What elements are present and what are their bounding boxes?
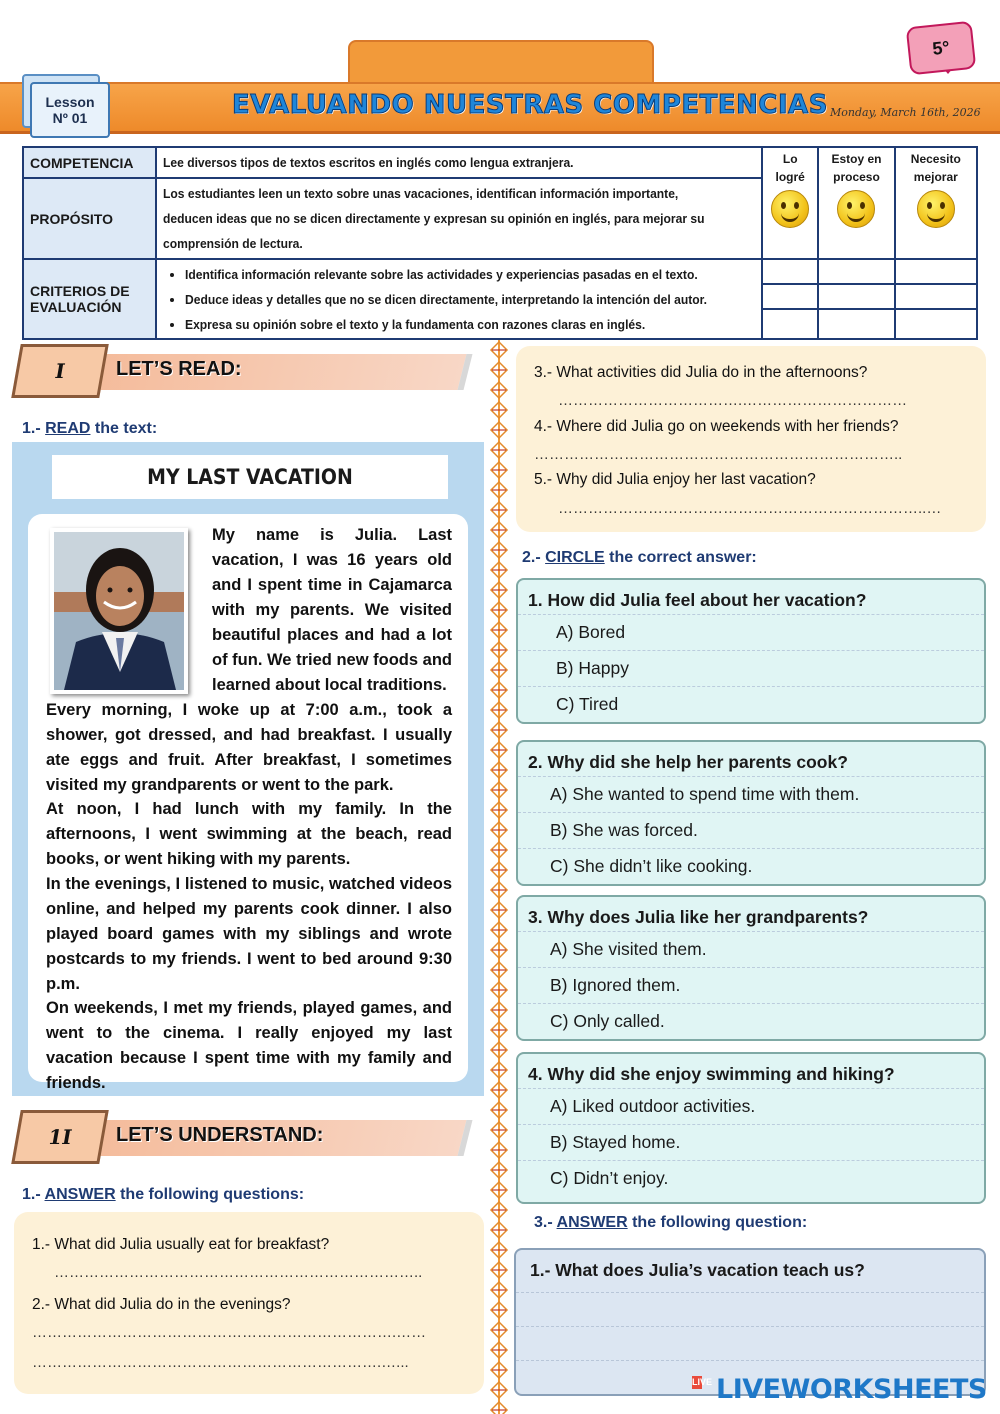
date: Monday, March 16th, 2026: [830, 106, 981, 119]
liveworksheets-logo-icon: LIVE: [692, 1377, 713, 1387]
page-title: EVALUANDO NUESTRAS COMPETENCIAS: [231, 90, 829, 120]
question-text: 2.- What did Julia do in the evenings?: [32, 1296, 291, 1313]
section-number: 1I: [11, 1110, 109, 1164]
circle-instruction: 2.- CIRCLE the correct answer:: [522, 549, 757, 566]
lesson-card: [30, 82, 110, 138]
competencia-label: COMPETENCIA: [23, 147, 156, 178]
mc-question-card: [516, 895, 986, 1041]
check-cell[interactable]: [762, 284, 818, 309]
check-cell[interactable]: [818, 259, 894, 284]
mc-question-card: [516, 578, 986, 724]
header-tab: [348, 40, 654, 84]
mc-option[interactable]: C) She didn’t like cooking.: [518, 848, 984, 884]
mc-option[interactable]: A) She visited them.: [518, 931, 984, 967]
mc-option[interactable]: C) Tired: [518, 686, 984, 722]
col-necesito-mejorar: [895, 147, 977, 259]
competencia-text: Lee diversos tipos de textos escritos en inglés como lengua extranjera.: [162, 155, 574, 170]
proposito-text: Los estudiantes leen un texto sobre unas vacaciones, identifican información importante, deducen ideas que no se dicen directamente y expresan su opinión en inglés, para mejorar su comprensión de lectura.: [162, 186, 705, 251]
answer-line[interactable]: …………………………………………………………….…...: [32, 1354, 409, 1371]
proposito-label: PROPÓSITO: [23, 178, 156, 259]
student-portrait-icon: [54, 532, 184, 690]
reading-title: MY LAST VACATION: [52, 455, 448, 499]
answer-line[interactable]: ……………………………………………………………….……: [32, 1324, 427, 1341]
mc-option[interactable]: B) Stayed home.: [518, 1124, 984, 1160]
lesson-label: Lesson: [45, 94, 95, 110]
check-cell[interactable]: [895, 309, 977, 339]
mc-question: 1. How did Julia feel about her vacation?: [528, 590, 867, 610]
col-lo-logre: [762, 147, 818, 259]
mc-option[interactable]: A) She wanted to spend time with them.: [518, 776, 984, 812]
read-instruction: 1.- READ the text:: [22, 420, 158, 437]
reading-paragraph: Every morning, I woke up at 7:00 a.m., took a shower, got dressed, and had breakfast. I usually ate eggs and fruit. After breakfast, I sometimes visited my grandparents or went to the park.: [46, 701, 452, 794]
mc-option[interactable]: B) She was forced.: [518, 812, 984, 848]
mc-option[interactable]: B) Happy: [518, 650, 984, 686]
open-answer-question: 1.- What does Julia’s vacation teach us?: [530, 1260, 865, 1280]
section-title: LET’S READ:: [116, 358, 242, 380]
check-cell[interactable]: [895, 259, 977, 284]
check-cell[interactable]: [762, 309, 818, 339]
answer-line[interactable]: ………………………………………………………………..: [54, 1264, 423, 1281]
section-read-header: [12, 344, 467, 400]
answer-line[interactable]: ………………………………………………………………..…: [558, 500, 942, 517]
question-text: 5.- Why did Julia enjoy her last vacation?: [534, 471, 816, 488]
mc-option[interactable]: C) Only called.: [518, 1003, 984, 1039]
col-estoy-label: Estoy en proceso: [831, 152, 882, 184]
thumbs-up-smiley-icon: [771, 190, 809, 228]
smiley-icon: [917, 190, 955, 228]
answer-instruction: 1.- ANSWER the following questions:: [22, 1186, 305, 1203]
grinning-smiley-icon: [837, 190, 875, 228]
answer-line[interactable]: ………………………………………………………………..: [534, 446, 903, 463]
section-number: I: [11, 344, 109, 398]
reading-paragraph: At noon, I had lunch with my family. In the afternoons, I went swimming at the beach, read books, or went hiking with my parents.: [46, 800, 452, 868]
competency-table: [22, 146, 978, 340]
julia-photo: [50, 528, 188, 694]
mc-option[interactable]: A) Liked outdoor activities.: [518, 1088, 984, 1124]
question-text: 1.- What did Julia usually eat for breakfast?: [32, 1236, 330, 1253]
column-divider: [488, 340, 510, 1414]
mc-question-card: [516, 1052, 986, 1204]
criterio-item: • Identifica información relevante sobre las actividades y experiencias pasadas en el texto.: [185, 262, 756, 287]
answer-line[interactable]: ……………………………….……………………………: [558, 392, 908, 409]
reading-paragraph: On weekends, I met my friends, played games, and went to the cinema. I really enjoyed my last vacation because I spent time with my family and friends.: [46, 999, 452, 1092]
criterio-item: • Deduce ideas y detalles que no se dicen directamente, interpretando la intención del autor.: [185, 287, 756, 312]
mc-option[interactable]: C) Didn’t enjoy.: [518, 1160, 984, 1196]
question-text: 3.- What activities did Julia do in the afternoons?: [534, 364, 868, 381]
mc-question: 4. Why did she enjoy swimming and hiking?: [528, 1064, 895, 1084]
check-cell[interactable]: [762, 259, 818, 284]
check-cell[interactable]: [818, 284, 894, 309]
reading-paragraph: In the evenings, I listened to music, watched videos online, and helped my parents cook dinner. I also played board games with my siblings and wrote postcards to my friends. I went to bed around 9:30 p.m.: [46, 875, 452, 993]
criterios-list: [163, 262, 756, 337]
col-estoy-en-proceso: [818, 147, 894, 259]
section-title: LET’S UNDERSTAND:: [116, 1124, 324, 1146]
check-cell[interactable]: [895, 284, 977, 309]
mc-question: 2. Why did she help her parents cook?: [528, 752, 848, 772]
answer3-instruction: 3.- ANSWER the following question:: [534, 1214, 808, 1231]
mc-option[interactable]: A) Bored: [518, 614, 984, 650]
mc-question-card: [516, 740, 986, 886]
mc-question: 3. Why does Julia like her grandparents?: [528, 907, 869, 927]
col-necesito-label: Necesito mejorar: [910, 152, 961, 184]
mc-option[interactable]: B) Ignored them.: [518, 967, 984, 1003]
question-text: 4.- Where did Julia go on weekends with her friends?: [534, 418, 899, 435]
grade-badge: 5°: [906, 21, 977, 76]
liveworksheets-logo[interactable]: LIVEWORKSHEETS: [716, 1374, 987, 1405]
check-cell[interactable]: [818, 309, 894, 339]
criterios-label: CRITERIOS DE EVALUACIÓN: [23, 259, 156, 339]
col-lo-logre-label: Lo logré: [775, 152, 805, 184]
criterio-item: • Expresa su opinión sobre el texto y la fundamenta con razones claras en inglés.: [185, 312, 756, 337]
reading-intro: My name is Julia. Last vacation, I was 16 years old and I spent time in Cajamarca with my parents. We visited beautiful places and had a lot of fun. We tried new foods and learned about local traditions.: [212, 526, 452, 694]
lesson-number: Nº 01: [52, 110, 88, 126]
section-understand-header: [12, 1110, 467, 1166]
